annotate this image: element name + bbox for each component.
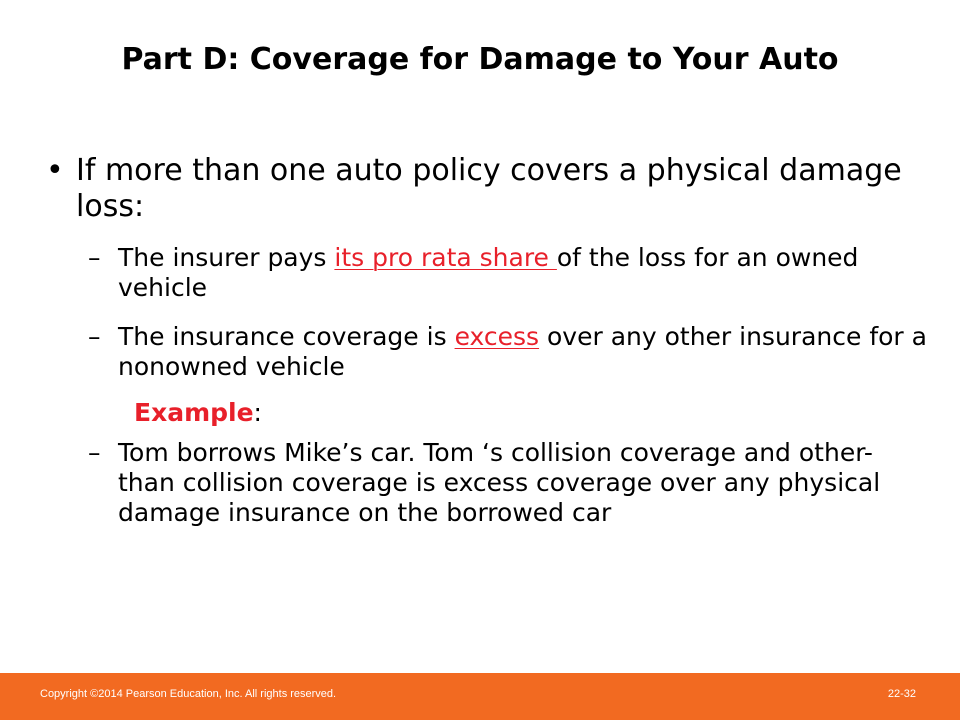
footer-bar xyxy=(0,673,960,720)
pro-rata-share-highlight: its pro rata share xyxy=(334,243,557,272)
sub-bullet-text xyxy=(118,243,928,303)
copyright-text: Copyright ©2014 Pearson Education, Inc. All rights reserved. xyxy=(40,688,337,700)
example-label-text: Example xyxy=(134,398,254,427)
page-number: 22-32 xyxy=(887,688,916,700)
example-label xyxy=(134,398,262,428)
sub-bullet-dash: – xyxy=(88,322,101,351)
sub-bullet-text-before: The insurance coverage is xyxy=(118,322,455,351)
sub-bullet-dash: – xyxy=(88,438,101,467)
sub-bullet-text-after: over any other insurance for a nonowned vehicle xyxy=(118,322,927,381)
example-colon: : xyxy=(253,398,262,427)
sub-bullet-dash: – xyxy=(88,243,101,272)
example-text: Tom borrows Mike’s car. Tom ‘s collision coverage and other-than collision coverage is excess coverage over any physical damage insurance on the borrowed car xyxy=(118,438,881,527)
excess-highlight: excess xyxy=(454,322,540,351)
main-bullet-text: If more than one auto policy covers a physical damage loss: xyxy=(76,153,902,224)
bullet-marker: • xyxy=(46,153,64,188)
sub-bullet-text-after: of the loss for an owned vehicle xyxy=(118,243,859,302)
slide-title: Part D: Coverage for Damage to Your Auto xyxy=(121,42,839,77)
sub-bullet-text xyxy=(118,322,928,382)
sub-bullet-text-before: The insurer pays xyxy=(118,243,335,272)
